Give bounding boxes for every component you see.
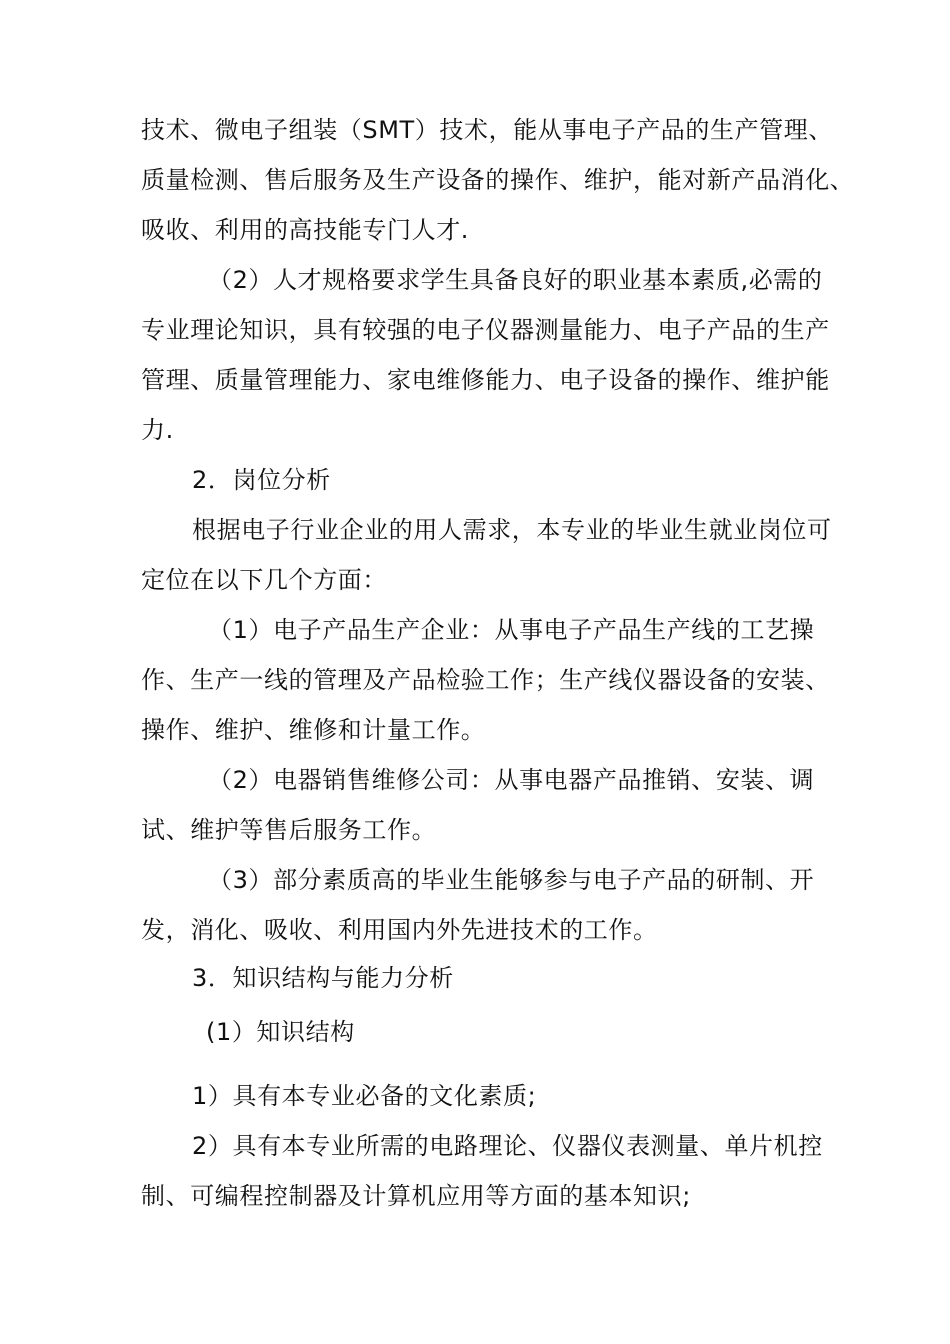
section-heading-knowledge-ability: 3．知识结构与能力分析 [192,964,454,992]
body-text-line: 专业理论知识，具有较强的电子仪器测量能力、电子产品的生产 [141,316,830,344]
subsection-heading-knowledge-structure: (1）知识结构 [206,1018,355,1046]
body-text-line: 管理、质量管理能力、家电维修能力、电子设备的操作、维护能 [141,366,830,394]
body-text-line: 作、生产一线的管理及产品检验工作；生产线仪器设备的安装、 [141,666,830,694]
body-text-line: 试、维护等售后服务工作。 [141,816,437,844]
body-text-line: 定位在以下几个方面： [141,566,387,594]
body-text-line: 发，消化、吸收、利用国内外先进技术的工作。 [141,916,658,944]
paragraph-item-1-enterprise: （1）电子产品生产企业：从事电子产品生产线的工艺操 [208,616,815,644]
paragraph-item-3-research: （3）部分素质高的毕业生能够参与电子产品的研制、开 [208,866,815,894]
body-text-line: 力. [141,416,174,444]
body-text-line: 根据电子行业企业的用人需求，本专业的毕业生就业岗位可 [192,516,832,544]
paragraph-item-2-sales-repair: （2）电器销售维修公司：从事电器产品推销、安装、调 [208,766,815,794]
body-text-line: 质量检测、售后服务及生产设备的操作、维护，能对新产品消化、 [141,166,855,194]
body-text-line: 制、可编程控制器及计算机应用等方面的基本知识; [141,1182,691,1210]
body-text-line: 技术、微电子组装（SMT）技术，能从事电子产品的生产管理、 [141,116,833,144]
list-item-1: 1）具有本专业必备的文化素质; [192,1082,537,1110]
section-heading-job-analysis: 2．岗位分析 [192,466,331,494]
body-text-line: 吸收、利用的高技能专门人才. [141,216,470,244]
body-text-line: 操作、维护、维修和计量工作。 [141,716,486,744]
paragraph-item-2-talent-spec: （2）人才规格要求学生具备良好的职业基本素质,必需的 [208,266,823,294]
list-item-2: 2）具有本专业所需的电路理论、仪器仪表测量、单片机控 [192,1132,823,1160]
